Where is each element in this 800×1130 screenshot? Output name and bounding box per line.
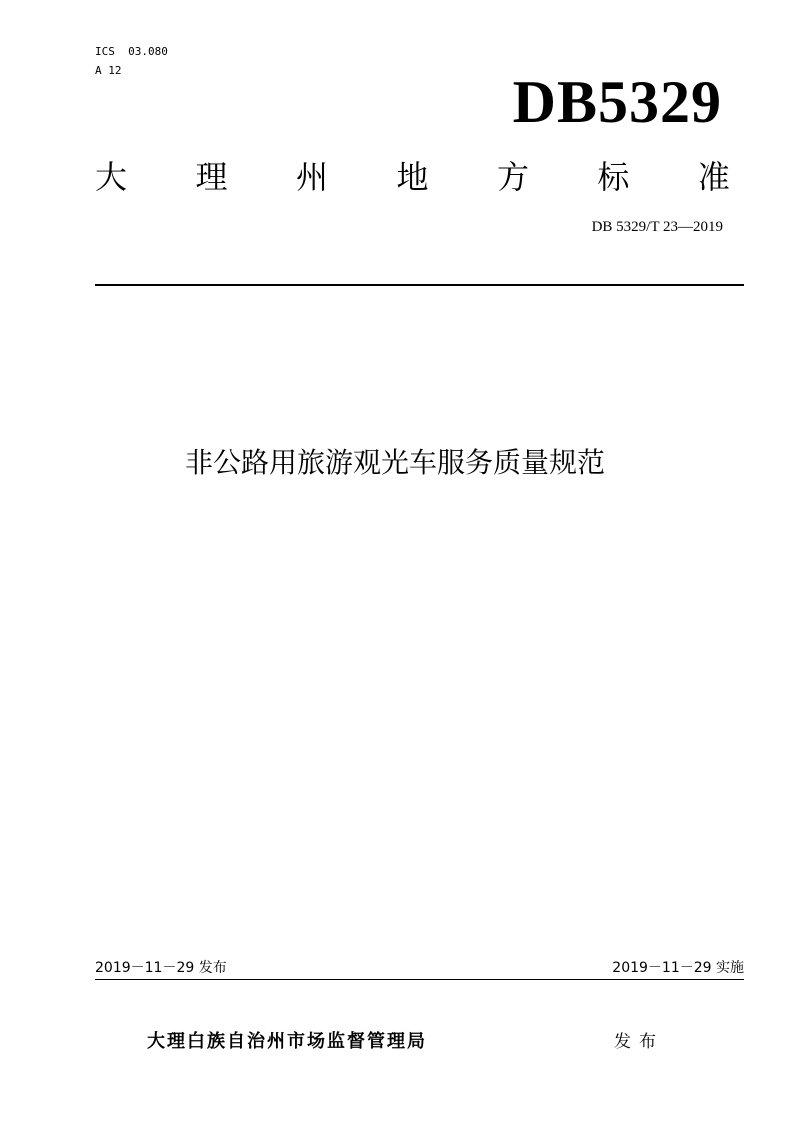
publish-date-group xyxy=(95,958,227,978)
publish-date: 2019－11－29 xyxy=(95,960,195,976)
standard-type-char: 理 xyxy=(195,158,228,196)
ccs-code: A 12 xyxy=(95,64,122,77)
standard-type-char: 方 xyxy=(496,158,529,196)
standard-type-char: 准 xyxy=(697,158,730,196)
standard-type-char: 大 xyxy=(95,158,128,196)
standard-type-char: 地 xyxy=(396,158,429,196)
implement-date: 2019－11－29 xyxy=(612,960,712,976)
implement-date-group xyxy=(612,958,744,978)
date-row xyxy=(95,958,744,978)
standard-type-heading xyxy=(95,158,730,196)
header-divider xyxy=(95,284,744,286)
standard-type-char: 标 xyxy=(597,158,630,196)
standard-code-large: DB5329 xyxy=(512,69,722,135)
standard-type-char: 州 xyxy=(295,158,328,196)
classification-codes xyxy=(95,42,168,80)
issuing-authority: 大理白族自治州市场监督管理局 xyxy=(147,1031,427,1052)
issue-word: 发布 xyxy=(614,1032,664,1052)
publish-label: 发布 xyxy=(198,960,227,976)
footer-divider xyxy=(95,979,744,980)
implement-label: 实施 xyxy=(716,960,744,976)
document-title: 非公路用旅游观光车服务质量规范 xyxy=(184,446,605,479)
ics-code: ICS 03.080 xyxy=(95,45,168,58)
standard-number: DB 5329/T 23—2019 xyxy=(591,219,723,235)
